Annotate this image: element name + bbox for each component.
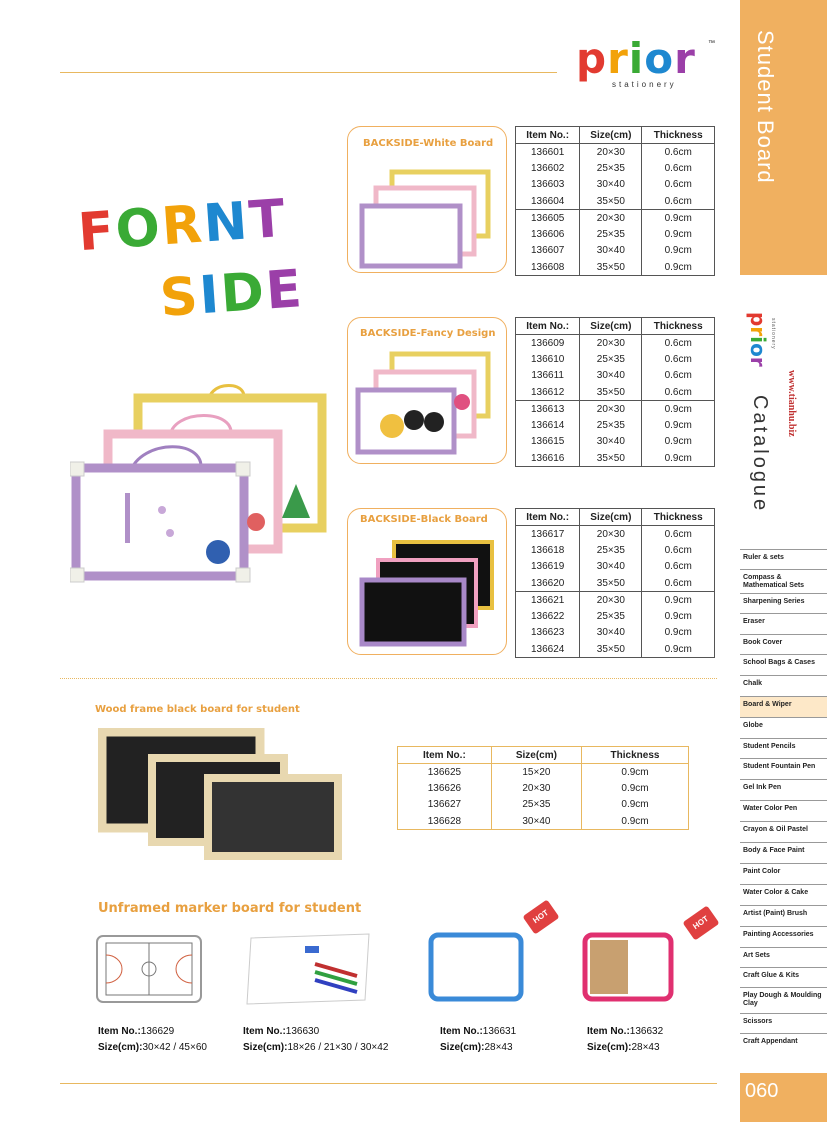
- table-row: 136625 15×20 0.9cm: [398, 764, 689, 781]
- nav-item[interactable]: Painting Accessories: [740, 926, 827, 947]
- col-header-item: Item No.:: [516, 318, 580, 335]
- top-rule: [60, 72, 557, 73]
- logo-letter: p: [746, 312, 770, 327]
- fancy-design-title: BACKSIDE-Fancy Design: [360, 328, 496, 339]
- white-board-illustration: [356, 160, 496, 270]
- blue-frame-board: [428, 932, 524, 1002]
- nav-item[interactable]: Art Sets: [740, 947, 827, 967]
- fancy-design-illustration: [352, 346, 502, 458]
- nav-item[interactable]: Paint Color: [740, 863, 827, 884]
- table-row: 136601 20×30 0.6cm: [516, 144, 715, 161]
- table-row: 136612 35×50 0.6cm: [516, 384, 715, 401]
- table-row: 136618 25×35 0.6cm: [516, 542, 715, 559]
- col-header-thickness: Thickness: [642, 127, 715, 144]
- table-row: 136604 35×50 0.6cm: [516, 193, 715, 210]
- item-number: 136632: [629, 1026, 664, 1037]
- table-row: 136617 20×30 0.6cm: [516, 526, 715, 543]
- logo-letter: i: [628, 34, 645, 83]
- item-number: 136631: [482, 1026, 517, 1037]
- sidebar-logo: [748, 312, 768, 367]
- nav-item[interactable]: Ruler & sets: [740, 549, 827, 569]
- hero-letter: S: [158, 266, 202, 329]
- table-row: 136619 30×40 0.6cm: [516, 559, 715, 576]
- nav-item[interactable]: Globe: [740, 717, 827, 738]
- hero-letter: E: [263, 259, 306, 322]
- nav-item[interactable]: Sharpening Series: [740, 593, 827, 613]
- section-divider: [60, 678, 717, 679]
- fancy-design-spec-table: [515, 317, 715, 467]
- nav-item[interactable]: Book Cover: [740, 634, 827, 654]
- col-header-item: Item No.:: [398, 747, 492, 764]
- table-row: 136603 30×40 0.6cm: [516, 177, 715, 194]
- logo-letter: r: [746, 356, 770, 367]
- col-header-size: Size(cm): [580, 509, 642, 526]
- nav-item-active[interactable]: Board & Wiper: [740, 696, 827, 717]
- nav-item[interactable]: Body & Face Paint: [740, 842, 827, 863]
- sidebar-logo-subtitle: stationery: [770, 318, 776, 350]
- item-label: Item No.:: [98, 1026, 141, 1037]
- table-row: 136615 30×40 0.9cm: [516, 434, 715, 451]
- table-row: 136616 35×50 0.9cm: [516, 450, 715, 467]
- hot-badge: HOT: [522, 899, 559, 934]
- basketball-court-board: [96, 935, 202, 1003]
- white-board-title: BACKSIDE-White Board: [363, 138, 494, 149]
- nav-item[interactable]: Chalk: [740, 675, 827, 696]
- logo-letter: o: [644, 34, 675, 83]
- product-caption: [440, 1024, 516, 1056]
- hero-letter: T: [247, 188, 289, 252]
- nav-item[interactable]: Play Dough & Moulding Clay: [740, 987, 827, 1013]
- logo-letter: r: [746, 326, 770, 337]
- hero-letter: O: [113, 197, 164, 261]
- size-label: Size(cm):: [587, 1042, 632, 1053]
- front-board-illustration: [70, 378, 332, 588]
- hero-letter: R: [159, 194, 206, 258]
- table-row: 136613 20×30 0.9cm: [516, 401, 715, 418]
- nav-item[interactable]: Crayon & Oil Pastel: [740, 821, 827, 842]
- logo-letter: o: [746, 343, 770, 357]
- black-board-title: BACKSIDE-Black Board: [360, 514, 488, 525]
- brand-logo: [576, 34, 696, 83]
- page-number: 060: [745, 1080, 779, 1102]
- unframed-title: Unframed marker board for student: [98, 901, 362, 916]
- hero-title-line2: [158, 259, 305, 329]
- logo-letter: p: [576, 34, 608, 83]
- col-header-size: Size(cm): [580, 318, 642, 335]
- table-row: 136626 20×30 0.9cm: [398, 780, 689, 797]
- item-size: 28×43: [631, 1042, 660, 1053]
- nav-item[interactable]: Craft Appendant: [740, 1033, 827, 1053]
- table-row: 136628 30×40 0.9cm: [398, 813, 689, 830]
- logo-letter: r: [607, 34, 629, 83]
- table-row: 136627 25×35 0.9cm: [398, 797, 689, 814]
- table-row: 136609 20×30 0.6cm: [516, 335, 715, 352]
- table-row: 136624 35×50 0.9cm: [516, 641, 715, 658]
- product-caption: [587, 1024, 663, 1056]
- item-size: 18×26 / 21×30 / 30×42: [287, 1042, 389, 1053]
- nav-item[interactable]: Student Fountain Pen: [740, 758, 827, 779]
- nav-item[interactable]: Craft Glue & Kits: [740, 967, 827, 987]
- item-size: 28×43: [484, 1042, 513, 1053]
- logo-subtitle: stationery: [612, 80, 677, 89]
- wood-frame-title: Wood frame black board for student: [95, 704, 300, 715]
- hero-letter: N: [201, 191, 252, 255]
- wood-frame-illustration: [98, 728, 342, 860]
- black-board-illustration: [354, 536, 502, 648]
- nav-item[interactable]: Gel Ink Pen: [740, 779, 827, 800]
- nav-item[interactable]: Eraser: [740, 613, 827, 634]
- nav-item[interactable]: Water Color Pen: [740, 800, 827, 821]
- hero-letter: D: [218, 261, 268, 325]
- col-header-thickness: Thickness: [642, 509, 715, 526]
- table-row: 136608 35×50 0.9cm: [516, 259, 715, 276]
- logo-letter: i: [746, 336, 770, 344]
- table-row: 136610 25×35 0.6cm: [516, 351, 715, 368]
- table-row: 136621 20×30 0.9cm: [516, 592, 715, 609]
- hero-title-line1: [76, 189, 288, 263]
- cork-combo-board: [582, 932, 674, 1002]
- table-row: 136623 30×40 0.9cm: [516, 625, 715, 642]
- item-label: Item No.:: [243, 1026, 286, 1037]
- catalogue-label: Catalogue: [749, 395, 771, 514]
- size-label: Size(cm):: [440, 1042, 485, 1053]
- website-url[interactable]: www.tianhu.biz: [786, 370, 797, 437]
- product-caption: [243, 1024, 388, 1056]
- hero-letter: I: [197, 264, 223, 327]
- table-row: 136605 20×30 0.9cm: [516, 210, 715, 227]
- wood-frame-spec-table: [397, 746, 689, 830]
- item-number: 136629: [140, 1026, 175, 1037]
- item-number: 136630: [285, 1026, 320, 1037]
- item-label: Item No.:: [587, 1026, 630, 1037]
- hot-badge: HOT: [682, 905, 719, 940]
- bottom-rule: [60, 1083, 717, 1084]
- size-label: Size(cm):: [243, 1042, 288, 1053]
- product-caption: [98, 1024, 207, 1056]
- table-row: 136611 30×40 0.6cm: [516, 368, 715, 385]
- col-header-item: Item No.:: [516, 509, 580, 526]
- table-row: 136607 30×40 0.9cm: [516, 243, 715, 260]
- white-board-spec-table: [515, 126, 715, 276]
- nav-item[interactable]: Water Color & Cake: [740, 884, 827, 905]
- table-row: 136602 25×35 0.6cm: [516, 160, 715, 177]
- logo-letter: r: [674, 34, 696, 83]
- hero-letter: F: [76, 200, 118, 264]
- item-label: Item No.:: [440, 1026, 483, 1037]
- col-header-size: Size(cm): [580, 127, 642, 144]
- nav-item[interactable]: Student Pencils: [740, 738, 827, 758]
- table-row: 136620 35×50 0.6cm: [516, 575, 715, 592]
- col-header-item: Item No.:: [516, 127, 580, 144]
- logo-tm: ™: [708, 40, 715, 47]
- nav-item[interactable]: Scissors: [740, 1013, 827, 1033]
- col-header-size: Size(cm): [491, 747, 581, 764]
- col-header-thickness: Thickness: [582, 747, 689, 764]
- table-row: 136614 25×35 0.9cm: [516, 417, 715, 434]
- unframed-marker-board: [245, 932, 375, 1006]
- section-title-vertical: Student Board: [753, 30, 778, 184]
- col-header-thickness: Thickness: [642, 318, 715, 335]
- table-row: 136622 25×35 0.9cm: [516, 608, 715, 625]
- table-row: 136606 25×35 0.9cm: [516, 226, 715, 243]
- nav-item[interactable]: Artist (Paint) Brush: [740, 905, 827, 926]
- category-nav: [740, 549, 827, 1053]
- item-size: 30×42 / 45×60: [142, 1042, 207, 1053]
- black-board-spec-table: [515, 508, 715, 658]
- nav-item[interactable]: Compass & Mathematical Sets: [740, 569, 827, 593]
- nav-item[interactable]: School Bags & Cases: [740, 654, 827, 675]
- size-label: Size(cm):: [98, 1042, 143, 1053]
